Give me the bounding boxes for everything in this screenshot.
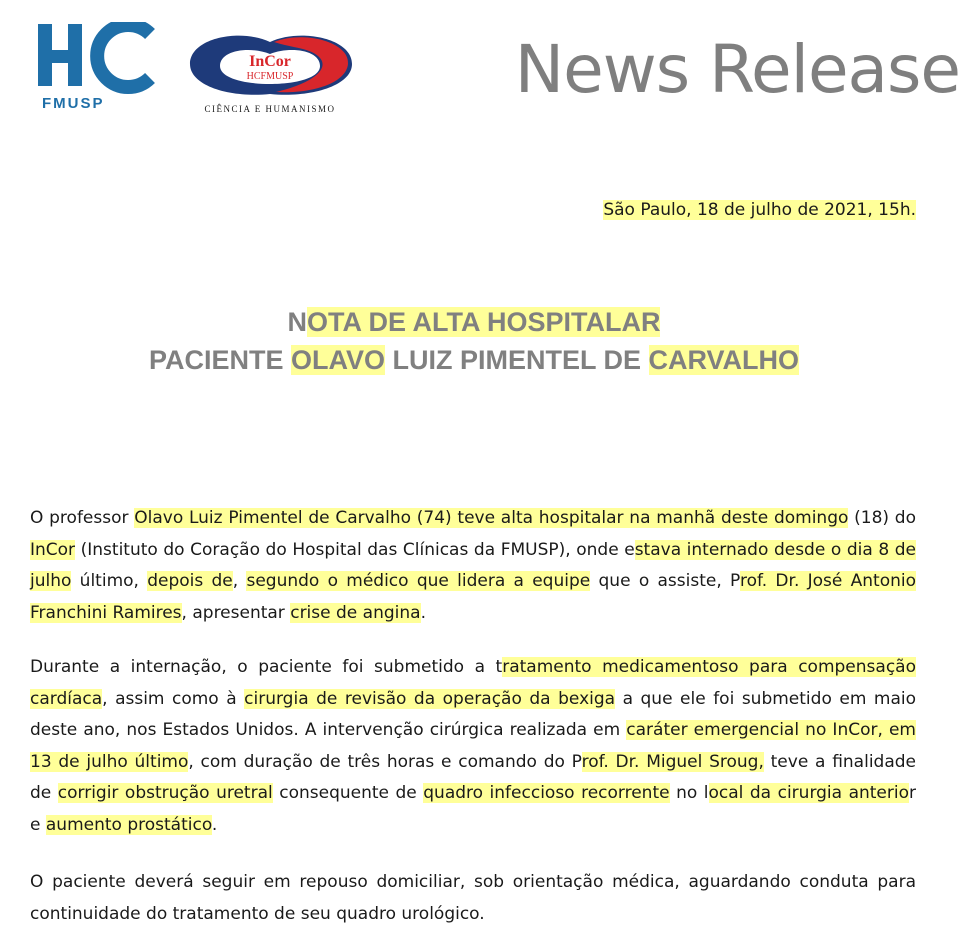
highlighted-text: Olavo Luiz Pimentel de Carvalho (74) teve alta hospitalar na manhã deste domingo bbox=[134, 508, 849, 528]
highlighted-text: OTA DE ALTA HOSPITALAR bbox=[307, 307, 661, 337]
incor-tagline: CIÊNCIA E HUMANISMO bbox=[204, 104, 336, 114]
paragraph-3 bbox=[30, 867, 916, 930]
hc-logo-sub: FMUSP bbox=[42, 95, 105, 112]
text-segment: último, bbox=[71, 571, 148, 591]
text-segment: , apresentar bbox=[181, 602, 291, 623]
highlighted-text: crise de angina bbox=[290, 602, 421, 623]
paragraph-1 bbox=[30, 503, 916, 629]
hc-fmusp-logo bbox=[38, 22, 156, 117]
highlighted-text: stava internado desde o dia 8 de julho bbox=[30, 539, 916, 591]
dateline-text: São Paulo, 18 de julho de 2021, 15h. bbox=[603, 200, 916, 220]
highlighted-text: rof. Dr. Miguel Sroug, bbox=[581, 751, 764, 772]
highlighted-text: ratamento medicamentoso para compensação cardíaca bbox=[30, 657, 916, 709]
text-segment: r e bbox=[30, 783, 916, 835]
document-title-line-2 bbox=[0, 345, 960, 376]
text-segment: N bbox=[287, 307, 308, 337]
text-segment: , assim como à bbox=[102, 688, 245, 709]
incor-logo-text: InCor bbox=[249, 53, 291, 70]
dateline bbox=[603, 200, 916, 220]
highlighted-text: CARVALHO bbox=[648, 345, 800, 375]
highlighted-text: caráter emergencial no InCor, em 13 de julho último bbox=[30, 720, 916, 772]
text-segment: Durante a internação, o paciente foi submetido a t bbox=[30, 657, 503, 677]
highlighted-text: cirurgia de revisão da operação da bexiga bbox=[244, 688, 616, 709]
text-segment: . bbox=[211, 814, 218, 835]
highlighted-text: aumento prostático bbox=[45, 814, 212, 835]
text-segment: teve a finalidade de bbox=[30, 751, 916, 803]
highlighted-text: InCor bbox=[30, 539, 76, 560]
text-segment: , com duração de três horas e comando do P bbox=[188, 751, 582, 772]
text-segment: , bbox=[232, 571, 247, 591]
document-title-line-1 bbox=[0, 307, 960, 338]
incor-logo-sub: HCFMUSP bbox=[246, 71, 294, 82]
text-segment: (18) do bbox=[848, 508, 916, 528]
incor-logo bbox=[180, 24, 360, 119]
text-segment: . bbox=[420, 602, 426, 623]
highlighted-text: corrigir obstrução uretral bbox=[57, 783, 273, 803]
page-header bbox=[0, 0, 972, 130]
highlighted-text: OLAVO bbox=[290, 345, 385, 375]
text-segment: (Instituto do Coração do Hospital das Clínicas da FMUSP), onde e bbox=[75, 539, 635, 560]
news-release-title: News Release bbox=[514, 31, 960, 108]
paragraph-2 bbox=[30, 652, 916, 841]
text-segment: consequente de bbox=[272, 783, 424, 803]
highlighted-text: segundo o médico que lidera a equipe bbox=[246, 571, 591, 591]
text-segment: PACIENTE bbox=[148, 345, 291, 375]
text-segment: O paciente deverá seguir em repouso domiciliar, sob orientação médica, aguardando conduta para continuidade do tratamento de seu quadro urológico. bbox=[30, 872, 916, 924]
text-segment: que o assiste, P bbox=[590, 571, 740, 591]
highlighted-text: rof. Dr. José Antonio Franchini Ramires bbox=[30, 571, 917, 623]
text-segment: O professor bbox=[30, 508, 135, 528]
text-segment: a que ele foi submetido em maio deste ano, nos Estados Unidos. A intervenção cirúrgica realizada em bbox=[30, 688, 916, 740]
highlighted-text: depois de bbox=[147, 571, 233, 591]
text-segment: LUIZ PIMENTEL DE bbox=[384, 345, 649, 375]
highlighted-text: quadro infeccioso recorrente bbox=[423, 783, 670, 803]
highlighted-text: ocal da cirurgia anterio bbox=[708, 783, 909, 803]
text-segment: no l bbox=[669, 783, 709, 803]
